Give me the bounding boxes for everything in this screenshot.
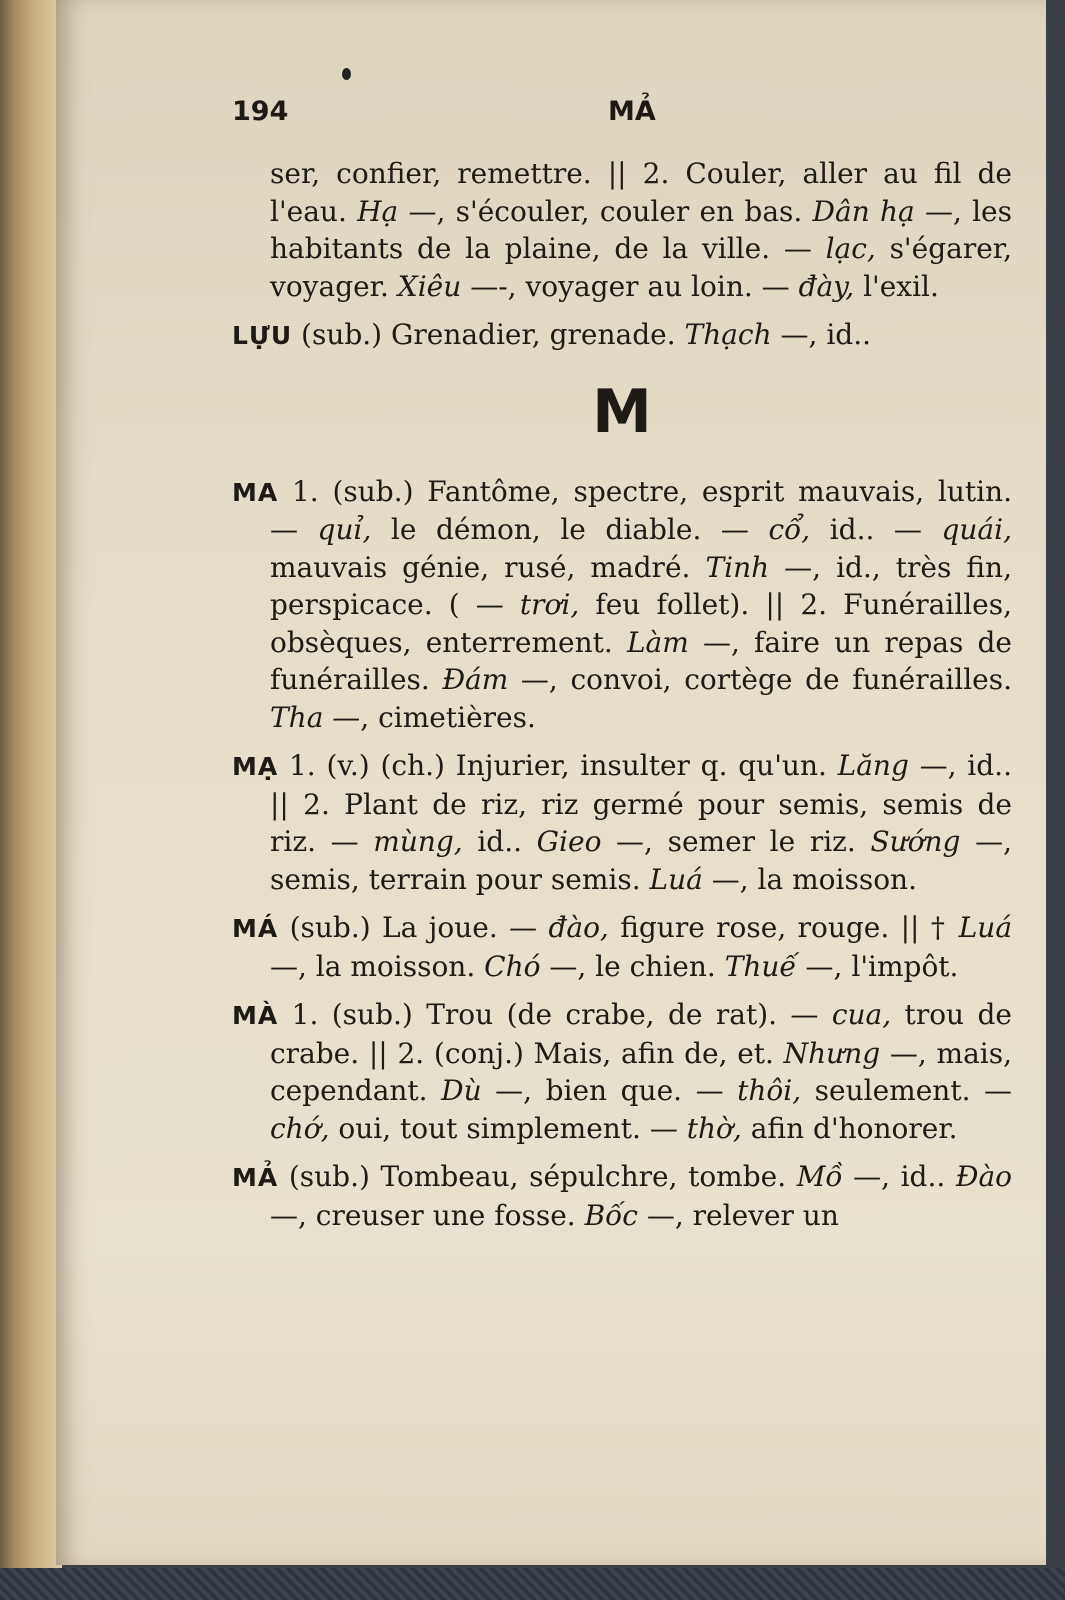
vietnamese-term: trơi,	[519, 588, 580, 621]
dictionary-entry	[232, 316, 1012, 355]
definition-text: afin d'honorer.	[741, 1111, 958, 1145]
dictionary-content	[232, 155, 1012, 1245]
definition-text: —, les habitants de la plaine, de la ville. —	[270, 194, 1012, 265]
running-head: MẢ	[608, 96, 656, 127]
vietnamese-term: Đám	[442, 663, 509, 696]
definition-text: —, faire un repas de funérailles.	[270, 625, 1013, 696]
vietnamese-term: Tha	[270, 700, 324, 734]
definition-text: ser, confier, remettre. || 2. Couler, aller au fil de l'eau.	[270, 157, 1012, 228]
page-header	[232, 96, 1012, 136]
definition-text: figure rose, rouge. || †	[608, 911, 959, 944]
definition-text: —, la moisson.	[702, 862, 917, 896]
definition-text: —, mais, cependant.	[270, 1036, 1012, 1107]
vietnamese-term: Dân hạ	[812, 194, 915, 228]
definition-text: (sub.) Grenadier, grenade.	[292, 318, 685, 351]
definition-text: seulement. —	[801, 1074, 1013, 1107]
definition-text: —, id., très fin, perspicace. ( —	[270, 550, 1012, 621]
definition-text: s'égarer, voyager.	[270, 232, 1012, 303]
vietnamese-term: Chó	[484, 949, 541, 983]
vietnamese-term: Tinh	[705, 550, 770, 584]
vietnamese-term: Hạ	[357, 194, 399, 228]
ink-dot	[342, 68, 351, 80]
vietnamese-term: thôi,	[737, 1074, 802, 1107]
vietnamese-term: cua,	[831, 998, 892, 1031]
vietnamese-term: Sướng	[870, 825, 961, 858]
definition-text: —, id..	[842, 1160, 956, 1193]
definition-text: (sub.) La joue. —	[278, 911, 549, 944]
definition-text: oui, tout simplement. —	[329, 1111, 687, 1145]
dictionary-entry	[232, 909, 1012, 985]
book-page-edge	[0, 0, 62, 1568]
vietnamese-term: quái,	[941, 513, 1012, 546]
vietnamese-term: quỉ,	[317, 513, 372, 546]
definition-text: 1. (v.) (ch.) Injurier, insulter q. qu'un.	[278, 749, 838, 782]
dictionary-entry	[232, 155, 1012, 305]
definition-text: —, convoi, cortège de funérailles.	[508, 663, 1013, 696]
definition-text: 1. (sub.) Fantôme, spectre, esprit mauvais, lutin. —	[270, 474, 1012, 546]
vietnamese-term: Lăng	[837, 749, 909, 782]
vietnamese-term: Gieo	[536, 825, 602, 858]
vietnamese-term: Luá	[649, 862, 703, 896]
definition-text: —, semis, terrain pour semis.	[270, 825, 1012, 896]
definition-text: feu follet). || 2. Funérailles, obsèques, enterrement.	[270, 588, 1012, 659]
definition-text: —, id.. || 2. Plant de riz, riz germé pour semis, semis de riz. —	[270, 749, 1012, 858]
vietnamese-term: Thuế	[724, 949, 797, 983]
dictionary-entry	[232, 473, 1012, 737]
vietnamese-term: chớ,	[270, 1111, 330, 1145]
entry-headword: MA	[232, 477, 279, 507]
dictionary-entry	[232, 747, 1012, 898]
definition-text: 1. (sub.) Trou (de crabe, de rat). —	[278, 998, 832, 1031]
definition-text: id..	[462, 825, 537, 858]
page-number: 194	[232, 96, 289, 127]
definition-text: —, cimetières.	[323, 700, 536, 734]
entry-headword: MÁ	[232, 914, 279, 943]
definition-text: —, relever un	[637, 1198, 839, 1232]
definition-text: —, la moisson.	[270, 949, 485, 983]
vietnamese-term: Dù	[441, 1074, 482, 1107]
vietnamese-term: cổ,	[768, 513, 811, 546]
definition-text: —, semer le riz.	[601, 825, 871, 858]
vietnamese-term: thờ,	[686, 1111, 742, 1145]
table-surface	[0, 1568, 1065, 1600]
vietnamese-term: Nhưng	[783, 1036, 881, 1070]
vietnamese-term: lạc,	[825, 232, 876, 265]
vietnamese-term: Luá	[958, 911, 1013, 944]
section-letter: M	[592, 376, 652, 447]
vietnamese-term: mùng,	[373, 825, 463, 858]
definition-text: —, id..	[771, 318, 872, 351]
definition-text: trou de crabe. || 2. (conj.) Mais, afin de, et.	[270, 998, 1012, 1070]
definition-text: —, l'impôt.	[796, 949, 959, 983]
vietnamese-term: Xiêu	[397, 269, 462, 303]
vietnamese-term: Mồ	[796, 1160, 843, 1193]
entry-headword: MẢ	[232, 1163, 279, 1192]
definition-text: (sub.) Tombeau, sépulchre, tombe.	[278, 1160, 797, 1193]
entry-headword: LỰU	[232, 321, 293, 350]
definition-text: mauvais génie, rusé, madré.	[270, 550, 706, 584]
entry-headword: MẠ	[232, 752, 279, 781]
vietnamese-term: Thạch	[684, 318, 772, 351]
vietnamese-term: Bốc	[584, 1198, 638, 1232]
vietnamese-term: đày,	[798, 269, 855, 303]
dictionary-entry	[232, 996, 1012, 1147]
definition-text: —-, voyager au loin. —	[461, 269, 799, 303]
vietnamese-term: Làm	[626, 625, 689, 659]
vietnamese-term: Đào	[955, 1160, 1013, 1193]
dictionary-entry	[232, 1158, 1012, 1234]
entry-headword: MÀ	[232, 1001, 279, 1030]
definition-text: —, le chien.	[540, 949, 725, 983]
vietnamese-term: đào,	[548, 911, 609, 944]
definition-text: id.. —	[810, 513, 942, 546]
definition-text: —, s'écouler, couler en bas.	[398, 194, 813, 228]
definition-text: l'exil.	[854, 269, 939, 303]
definition-text: le démon, le diable. —	[371, 513, 769, 546]
definition-text: —, creuser une fosse.	[270, 1198, 585, 1232]
definition-text: —, bien que. —	[481, 1074, 738, 1107]
